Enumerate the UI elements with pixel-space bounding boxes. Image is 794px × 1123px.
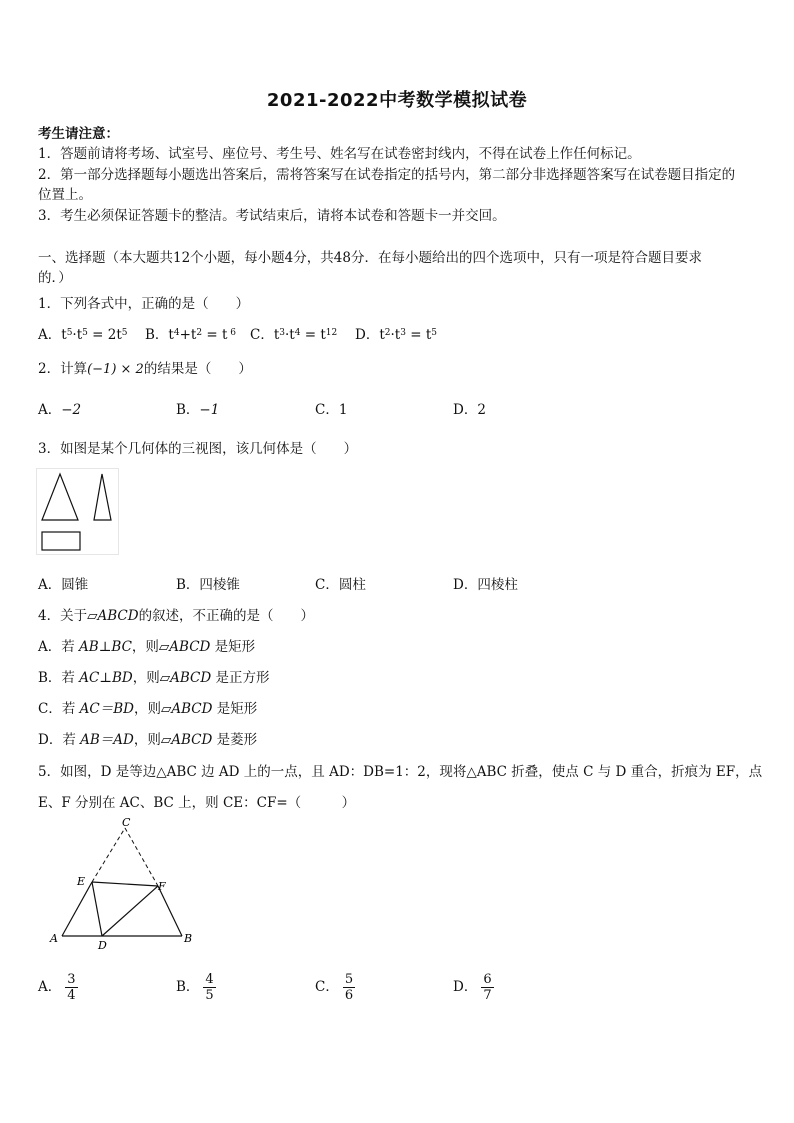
top-view-rectangle <box>42 532 80 550</box>
q2-stem: 2．计算(−1) × 2的结果是（ ） <box>38 361 252 377</box>
q4-option-b: B．若 AC⊥BD，则▱ABCD 是正方形 <box>38 670 270 686</box>
q3-option-b: B．四棱锥 <box>176 577 240 593</box>
q4-option-c: C．若 AC＝BD，则▱ABCD 是矩形 <box>38 701 258 717</box>
q2-option-c: C．1 <box>315 402 348 418</box>
notice-item-2-cont: 位置上。 <box>38 187 92 203</box>
label-a: A <box>50 932 58 945</box>
q2-option-a: A．−2 <box>38 402 82 418</box>
q4-option-d: D．若 AB＝AD，则▱ABCD 是菱形 <box>38 732 258 748</box>
front-view-triangle <box>42 474 78 520</box>
q2-option-b: B．−1 <box>176 402 220 418</box>
q5-stem-cont: E、F 分别在 AC、BC 上，则 CE：CF=（ ） <box>38 795 356 811</box>
q1-option-c: C．$t^3\cdot t^4 = t^{12}$ <box>250 327 338 343</box>
q3-option-a: A．圆锥 <box>38 577 89 593</box>
edge-ed <box>92 882 102 936</box>
label-f: F <box>158 880 166 893</box>
label-b: B <box>184 932 193 945</box>
fold-line-ef <box>92 882 158 886</box>
q1-option-a: A．$t^5\cdot t^5 = 2t^5$ <box>38 327 128 343</box>
q5-option-a: A． $\frac{3}{4}$ <box>38 972 76 1003</box>
q4-stem: 4．关于▱ABCD的叙述，不正确的是（ ） <box>38 608 315 624</box>
label-c: C <box>122 818 131 829</box>
label-d: D <box>98 939 107 952</box>
q1-stem: 1．下列各式中，正确的是（ ） <box>38 296 250 312</box>
label-e: E <box>77 875 86 888</box>
q2-option-d: D．2 <box>453 402 486 418</box>
folded-triangle-figure <box>46 818 206 953</box>
q3-option-d: D．四棱柱 <box>453 577 518 593</box>
q3-option-c: C．圆柱 <box>315 577 366 593</box>
q2-expression: (−1) × 2 <box>87 362 144 377</box>
dashed-edge-ce <box>92 828 125 882</box>
notice-item-1: 1．答题前请将考场、试室号、座位号、考生号、姓名写在试卷密封线内，不得在试卷上作任何标记。 <box>38 146 641 162</box>
notice-item-2: 2．第一部分选择题每小题选出答案后，需将答案写在试卷指定的括号内，第二部分非选择题答案写在试卷题目指定的 <box>38 167 736 183</box>
section-heading: 一、选择题（本大题共12个小题，每小题4分，共48分．在每小题给出的四个选项中，只有一项是符合题目要求 <box>38 250 702 266</box>
section-heading-cont: 的．） <box>38 270 72 286</box>
q5-option-c: C． $\frac{5}{6}$ <box>315 972 354 1003</box>
side-view-triangle <box>94 474 111 520</box>
edge-ae <box>62 882 92 936</box>
q3-stem: 3．如图是某个几何体的三视图，该几何体是（ ） <box>38 441 358 457</box>
q4-option-a: A．若 AB⊥BC，则▱ABCD 是矩形 <box>38 639 256 655</box>
q1-option-b: B．$t^4+t^2 = t$ $^6$ <box>145 327 236 343</box>
q5-stem: 5．如图，D 是等边△ABC 边 AD 上的一点，且 AD：DB=1：2，现将△ABC 折叠，使点 C 与 D 重合，折痕为 EF，点 <box>38 764 763 780</box>
three-view-figure <box>36 468 120 556</box>
q1-option-d: D．$t^2\cdot t^3 = t^5$ <box>355 327 438 343</box>
q5-option-b: B． $\frac{4}{5}$ <box>176 972 214 1003</box>
notice-heading: 考生请注意： <box>38 126 119 142</box>
page-title: 2021-2022中考数学模拟试卷 <box>266 90 528 111</box>
dashed-edge-cf <box>125 828 158 886</box>
edge-fb <box>158 886 182 936</box>
q5-option-d: D． $\frac{6}{7}$ <box>453 972 492 1003</box>
notice-item-3: 3．考生必须保证答题卡的整洁。考试结束后，请将本试卷和答题卡一并交回。 <box>38 208 506 224</box>
edge-fd <box>102 886 158 936</box>
